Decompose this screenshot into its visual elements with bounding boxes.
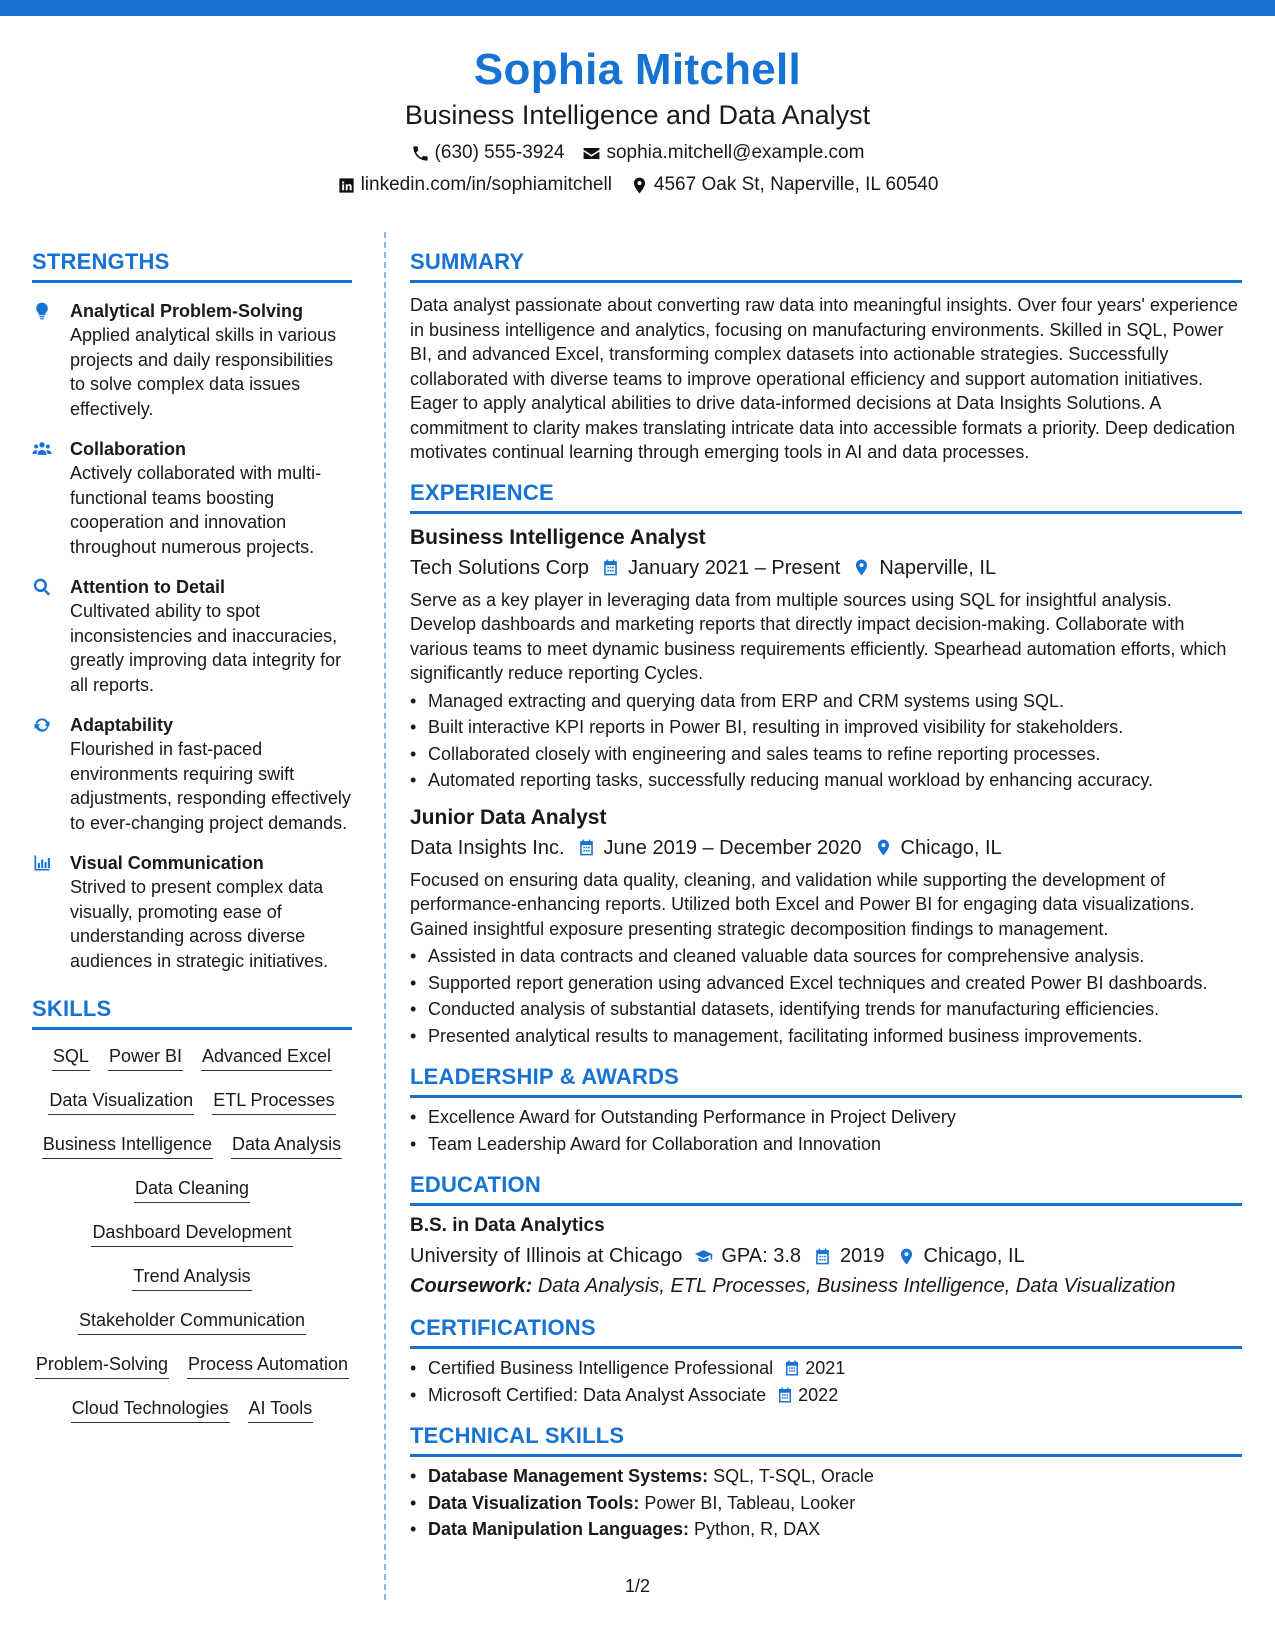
column-divider [384, 232, 386, 1600]
list-item: • Automated reporting tasks, successfully reducing manual workload by enhancing accuracy. [410, 767, 1242, 794]
skill-tag: Power BI [108, 1044, 183, 1071]
strength-desc: Cultivated ability to spot inconsistencies and inaccuracies, greatly improving data integrity for all reports. [70, 601, 342, 695]
strength-desc: Actively collaborated with multi-functional teams boosting cooperation and innovation throughout numerous projects. [70, 463, 322, 557]
linkedin-text: linkedin.com/in/sophiamitchell [360, 174, 612, 195]
skill-tag: Stakeholder Communication [78, 1308, 306, 1335]
job-company: Tech Solutions Corp [410, 556, 589, 579]
calendar-icon [601, 558, 620, 577]
candidate-title: Business Intelligence and Data Analyst [404, 100, 871, 130]
job-entry [410, 804, 1242, 1050]
list-item: • Supported report generation using advanced Excel techniques and created Power BI dashboards. [410, 970, 1242, 997]
job-description: Focused on ensuring data quality, cleaning, and validation while supporting the development of performance-enhancing reports. Utilized both Excel and Power BI for engaging data visualizations. Gained insightful exposure presenting strategic decomposition findings to management. [410, 869, 1195, 939]
job-entry [410, 524, 1242, 794]
school-name: University of Illinois at Chicago [410, 1245, 683, 1267]
job-description: Serve as a key player in leveraging data from multiple sources using SQL for insightful analysis. Develop dashboards and marketing reports that directly impact decision-making. Collaborate with various teams to meet dynamic business requirements efficiently. Spearhead automation efforts, which significantly reduce reporting Cycles. [410, 589, 1227, 683]
phone-icon [411, 144, 430, 163]
address-text: 4567 Oak St, Naperville, IL 60540 [653, 174, 939, 195]
job-location: Naperville, IL [879, 556, 997, 579]
education-heading: EDUCATION [410, 1171, 1242, 1206]
resume-header [0, 42, 1275, 197]
skill-tag: AI Tools [248, 1396, 314, 1423]
contact-linkedin [337, 173, 612, 197]
experience-heading: EXPERIENCE [410, 479, 1242, 514]
graduation-year: 2019 [840, 1245, 885, 1267]
tech-label: Data Manipulation Languages: [428, 1519, 690, 1539]
strength-item [32, 437, 352, 559]
strength-item [32, 851, 352, 973]
list-item: • Assisted in data contracts and cleaned valuable data sources for comprehensive analysis. [410, 943, 1242, 970]
job-bullets [410, 688, 1242, 794]
summary-text: Data analyst passionate about converting raw data into meaningful insights. Over four years' experience in business intelligence and analytics, focusing on manufacturing environments. Skilled in SQL, Power BI, and advanced Excel, transforming complex datasets into actionable strategies. Successfully collaborated with diverse teams to improve operational efficiency and support automation initiatives. Eager to apply analytical abilities to drive data-informed decisions at Data Insights Solutions. A commitment to clarity makes translating intricate data into accessible formats a priority. Deep dedication motivates continual learning through emerging tools in AI and data processes. [410, 295, 1238, 462]
skill-tag: SQL [52, 1044, 90, 1071]
contact-address [630, 173, 938, 197]
strength-title: Visual Communication [70, 853, 264, 873]
phone-text: (630) 555-3924 [434, 142, 565, 163]
tech-label: Database Management Systems: [428, 1466, 709, 1486]
skill-tag: Data Cleaning [134, 1176, 250, 1203]
gpa: GPA: 3.8 [721, 1245, 802, 1267]
strength-desc: Flourished in fast-paced environments requiring swift adjustments, responding effectively to ever-changing project demands. [70, 739, 351, 833]
refresh-icon [32, 715, 52, 735]
list-item: • Presented analytical results to management, facilitating informed business improvements. [410, 1023, 1242, 1050]
cert-year: 2022 [798, 1384, 839, 1405]
job-company: Data Insights Inc. [410, 836, 565, 859]
leadership-heading: LEADERSHIP & AWARDS [410, 1063, 1242, 1098]
awards-list [410, 1104, 1242, 1157]
strength-title: Collaboration [70, 439, 186, 459]
coursework-list: Data Analysis, ETL Processes, Business Intelligence, Data Visualization [537, 1275, 1176, 1297]
certifications-list [410, 1355, 1242, 1408]
skill-tag: Cloud Technologies [71, 1396, 230, 1423]
graduation-cap-icon [694, 1247, 713, 1266]
job-location: Chicago, IL [900, 836, 1002, 859]
skill-tag: Business Intelligence [42, 1132, 213, 1159]
education-meta [410, 1242, 1242, 1270]
coursework-label: Coursework: [410, 1275, 533, 1297]
skill-tag: Advanced Excel [201, 1044, 332, 1071]
cert-year: 2021 [805, 1358, 846, 1378]
list-item: • Built interactive KPI reports in Power BI, resulting in improved visibility for stakeholders. [410, 714, 1242, 741]
lightbulb-icon [32, 301, 52, 321]
coursework [410, 1272, 1242, 1300]
skill-tag: Process Automation [187, 1352, 349, 1379]
job-bullets [410, 943, 1242, 1049]
left-column [32, 248, 352, 1423]
envelope-icon [582, 144, 601, 163]
bar-chart-icon [32, 853, 52, 873]
job-dates: June 2019 – December 2020 [603, 836, 862, 859]
degree-title: B.S. in Data Analytics [410, 1215, 605, 1236]
users-icon [32, 439, 52, 459]
calendar-icon [813, 1247, 832, 1266]
list-item [410, 1382, 1242, 1409]
technical-skills-heading: TECHNICAL SKILLS [410, 1422, 1242, 1457]
skill-tag: Trend Analysis [132, 1264, 251, 1291]
list-item [410, 1516, 1242, 1543]
job-meta [410, 834, 1242, 862]
skill-tag: Dashboard Development [91, 1220, 292, 1247]
map-pin-icon [630, 176, 649, 195]
skill-tag: Data Visualization [48, 1088, 194, 1115]
job-title: Junior Data Analyst [410, 805, 607, 829]
strength-item [32, 713, 352, 835]
linkedin-icon [337, 176, 356, 195]
summary-heading: SUMMARY [410, 248, 1242, 283]
strength-title: Adaptability [70, 715, 174, 735]
list-item: • Collaborated closely with engineering and sales teams to refine reporting processes. [410, 741, 1242, 768]
tech-label: Data Visualization Tools: [428, 1492, 640, 1513]
list-item: • Team Leadership Award for Collaboration and Innovation [410, 1131, 1242, 1158]
cert-name: • Certified Business Intelligence Professional [428, 1358, 774, 1378]
contact-row-2 [0, 173, 1275, 197]
list-item [410, 1355, 1242, 1382]
email-text: sophia.mitchell@example.com [606, 142, 865, 163]
calendar-icon [776, 1386, 794, 1404]
map-pin-icon [874, 838, 893, 857]
list-item: • Excellence Award for Outstanding Performance in Project Delivery [410, 1104, 1242, 1131]
contact-phone [411, 141, 565, 165]
strength-title: Attention to Detail [70, 577, 225, 597]
technical-skills-list [410, 1463, 1242, 1543]
top-accent-bar [0, 0, 1275, 16]
right-column [410, 248, 1242, 1543]
tech-value: Power BI, Tableau, Looker [644, 1492, 856, 1513]
skill-tag: ETL Processes [212, 1088, 335, 1115]
list-item [410, 1463, 1242, 1490]
skill-tag: Data Analysis [231, 1132, 342, 1159]
list-item: • Conducted analysis of substantial datasets, identifying trends for manufacturing efficiencies. [410, 996, 1242, 1023]
list-item [410, 1490, 1242, 1517]
candidate-name: Sophia Mitchell [473, 45, 802, 94]
job-meta [410, 554, 1242, 582]
map-pin-icon [852, 558, 871, 577]
skills-heading: SKILLS [32, 995, 352, 1030]
strength-title: Analytical Problem-Solving [70, 301, 304, 321]
cert-name: • Microsoft Certified: Data Analyst Associate [428, 1384, 767, 1405]
contact-email [582, 141, 864, 165]
contact-row-1 [0, 141, 1275, 165]
tech-value: SQL, T-SQL, Oracle [713, 1466, 874, 1486]
strength-item [32, 575, 352, 697]
strengths-heading: STRENGTHS [32, 248, 352, 283]
strength-desc: Applied analytical skills in various projects and daily responsibilities to solve complex data issues effectively. [70, 325, 337, 419]
job-dates: January 2021 – Present [627, 556, 841, 579]
calendar-icon [783, 1359, 801, 1377]
page-number: 1/2 [624, 1576, 651, 1596]
skill-tag: Problem-Solving [35, 1352, 169, 1379]
search-icon [32, 577, 52, 597]
tech-value: Python, R, DAX [694, 1519, 821, 1539]
school-location: Chicago, IL [923, 1245, 1025, 1267]
list-item: • Managed extracting and querying data from ERP and CRM systems using SQL. [410, 688, 1242, 715]
skills-list [32, 1044, 352, 1423]
strength-desc: Strived to present complex data visually, promoting ease of understanding across diverse audiences in strategic initiatives. [70, 877, 329, 971]
job-title: Business Intelligence Analyst [410, 525, 706, 549]
certifications-heading: CERTIFICATIONS [410, 1314, 1242, 1349]
strength-item [32, 299, 352, 421]
map-pin-icon [897, 1247, 916, 1266]
calendar-icon [577, 838, 596, 857]
